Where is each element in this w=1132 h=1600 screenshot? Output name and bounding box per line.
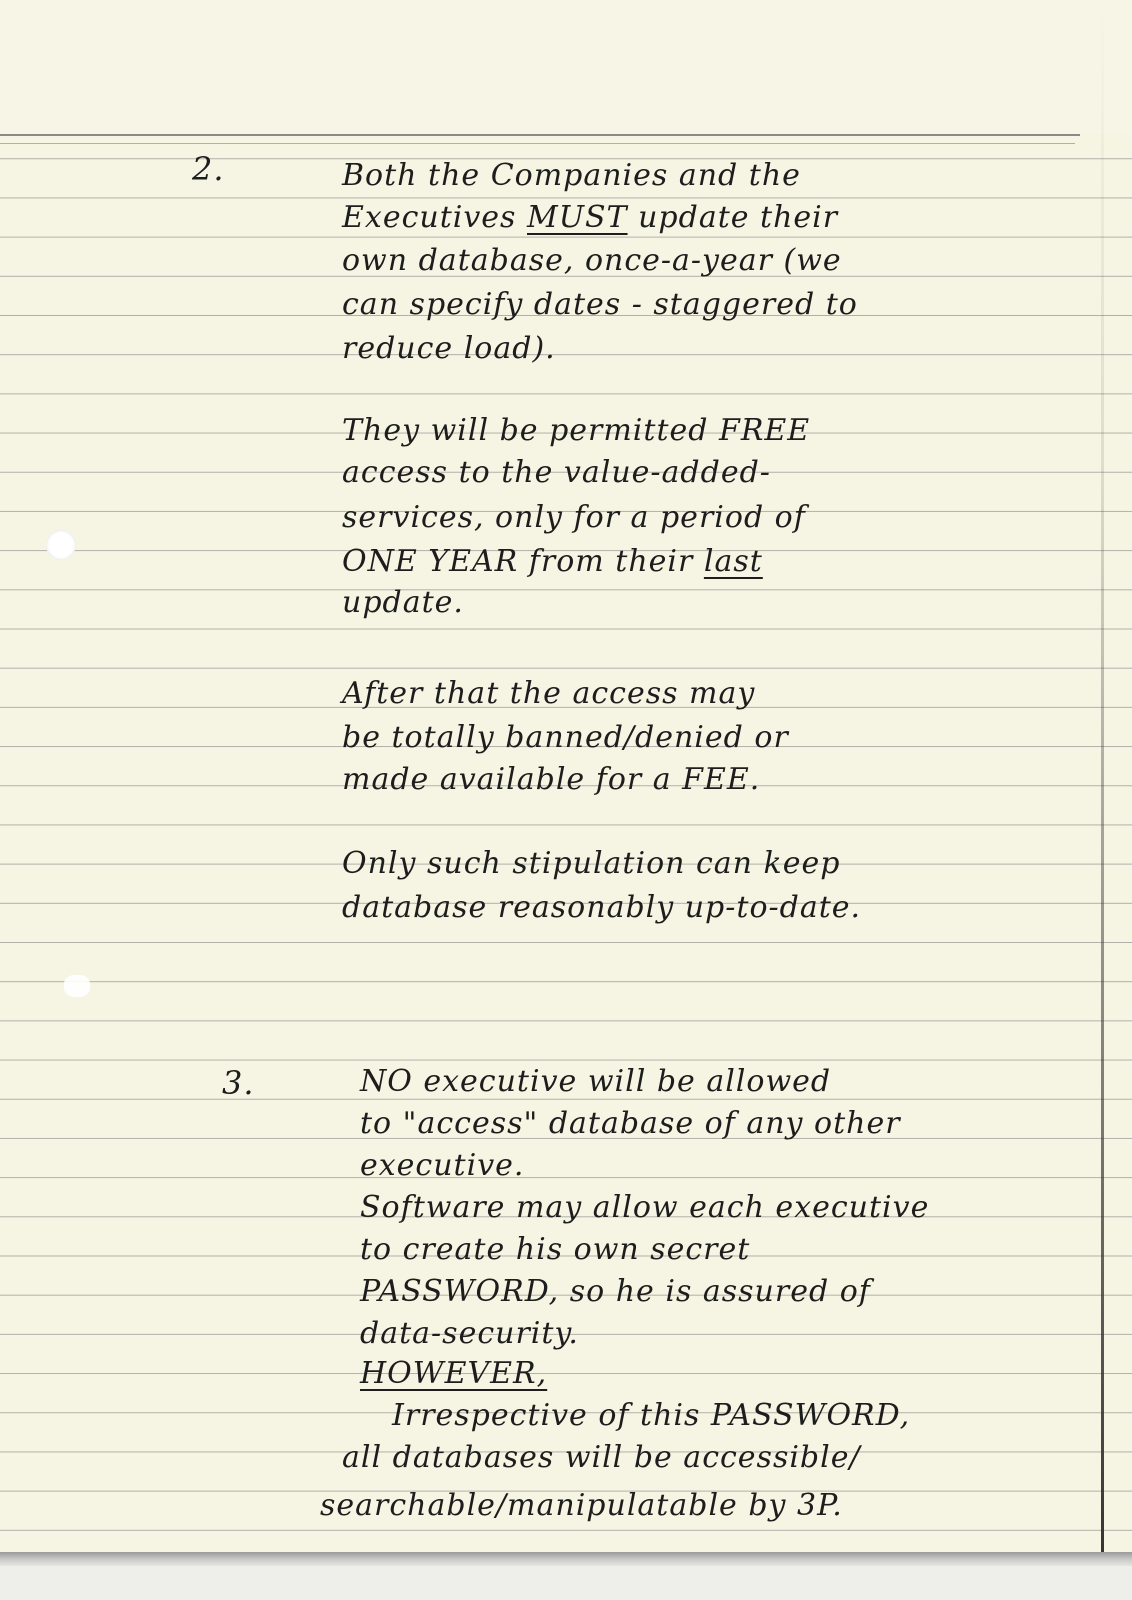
line-text: be totally banned/denied or — [342, 720, 789, 755]
handwritten-line — [342, 846, 840, 881]
line-text: services, only for a period of — [342, 500, 806, 535]
handwritten-line — [360, 1190, 929, 1225]
line-text: Irrespective of this PASSWORD, — [392, 1398, 911, 1433]
handwritten-line — [360, 1316, 579, 1351]
handwritten-line — [342, 455, 771, 490]
line-text: own database, once-a-year (we — [342, 243, 842, 278]
underlined-text: MUST — [526, 200, 628, 235]
handwritten-line — [360, 1274, 871, 1309]
section-number: 2. — [192, 150, 225, 188]
scan-bottom-margin — [0, 1566, 1132, 1600]
header-rule-secondary — [0, 143, 1075, 144]
handwritten-line — [342, 200, 838, 235]
handwritten-line — [342, 413, 810, 448]
handwritten-line — [342, 331, 556, 366]
handwritten-line — [342, 676, 755, 711]
line-text: access to the value-added- — [342, 455, 771, 490]
line-text: Both the Companies and the — [342, 158, 801, 193]
line-text: Software may allow each executive — [360, 1190, 930, 1225]
line-text: Only such stipulation can keep — [342, 846, 841, 881]
handwritten-line — [320, 1488, 843, 1523]
underlined-text: last — [703, 544, 763, 579]
handwritten-line — [392, 1398, 910, 1433]
line-text: can specify dates - staggered to — [342, 287, 858, 322]
section-number: 3. — [222, 1064, 255, 1102]
line-text: They will be permitted FREE — [342, 413, 811, 448]
handwritten-line — [342, 243, 842, 278]
line-text: data-security. — [360, 1316, 579, 1351]
line-text: made available for a FEE. — [342, 762, 761, 797]
line-text: reduce load). — [342, 331, 556, 366]
handwritten-line — [342, 762, 760, 797]
line-text: executive. — [360, 1148, 525, 1183]
page-header-margin — [0, 0, 1132, 134]
handwritten-line — [360, 1064, 831, 1099]
handwritten-line — [342, 544, 763, 579]
header-rule — [0, 134, 1080, 136]
line-text: ONE YEAR from their — [342, 544, 704, 579]
line-text: update. — [342, 585, 464, 620]
line-text: NO executive will be allowed — [360, 1064, 832, 1099]
punch-hole — [46, 530, 76, 560]
line-text: searchable/manipulatable by 3P. — [320, 1488, 843, 1523]
handwritten-line — [342, 890, 861, 925]
handwritten-line — [342, 287, 858, 322]
handwritten-line — [342, 158, 801, 193]
page-right-edge — [1101, 0, 1104, 1560]
line-text: update their — [627, 200, 839, 235]
punch-hole-mark — [64, 975, 90, 997]
line-text: to create his own secret — [360, 1232, 751, 1267]
page-bottom-edge — [0, 1552, 1132, 1566]
handwritten-line — [360, 1106, 901, 1141]
handwritten-line — [342, 720, 789, 755]
line-text: PASSWORD, so he is assured of — [360, 1274, 871, 1309]
line-text: to "access" database of any other — [360, 1106, 901, 1141]
handwritten-line — [360, 1356, 547, 1391]
underlined-text: HOWEVER, — [360, 1356, 548, 1391]
handwritten-line — [342, 500, 806, 535]
handwritten-line — [342, 1440, 861, 1475]
handwritten-line — [360, 1148, 524, 1183]
line-text: database reasonably up-to-date. — [342, 890, 862, 925]
line-text: After that the access may — [342, 676, 756, 711]
handwritten-line — [360, 1232, 750, 1267]
line-text: all databases will be accessible/ — [342, 1440, 861, 1475]
handwritten-line — [342, 585, 464, 620]
line-text: Executives — [342, 200, 527, 235]
